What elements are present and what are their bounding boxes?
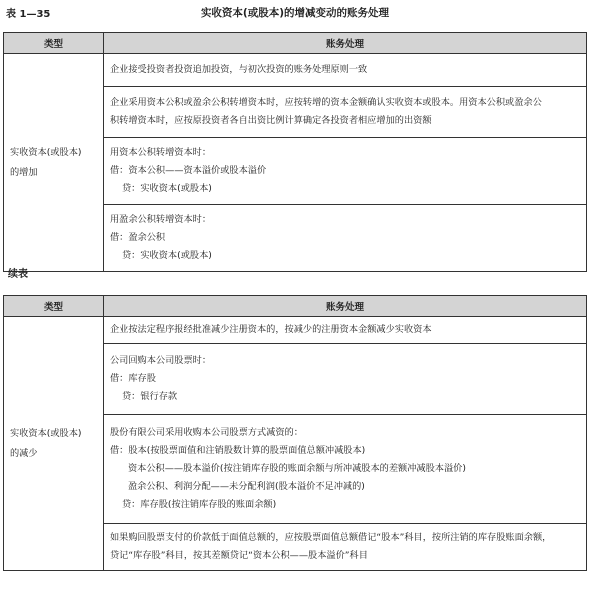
accounting-cell [104, 415, 587, 524]
accounting-cell [104, 524, 587, 571]
type-label-line: 实收资本(或股本) [10, 427, 82, 439]
text-line: 企业采用资本公积或盈余公积转增资本时，应按转增的资本金额确认实收资本或股本。用资本公积或盈余公 [110, 97, 542, 108]
table-row [4, 54, 587, 87]
table-increase [3, 32, 587, 272]
text-line: 借：股本(按股票面值和注销股数计算的股票面值总额冲减股本) [110, 445, 366, 456]
text-line: 借：盈余公积 [110, 232, 166, 243]
type-label-line: 的减少 [10, 447, 38, 459]
text-line: 股份有限公司采用收购本公司股票方式减资的： [110, 427, 303, 438]
type-label-line: 实收资本(或股本) [10, 146, 82, 158]
text-line: 资本公积——股本溢价(按注销库存股的账面余额与所冲减股本的差额冲减股本溢价) [128, 463, 466, 474]
text-line: 积转增资本时，应按原投资者各自出资比例计算确定各投资者相应增加的出资额 [110, 115, 432, 126]
text-line: 公司回购本公司股票时： [110, 355, 212, 366]
accounting-cell [104, 205, 587, 272]
text-line: 贷：银行存款 [122, 391, 178, 402]
text-line: 盈余公积、利润分配——未分配利润(股本溢价不足冲减的) [128, 481, 365, 492]
table-decrease [3, 295, 587, 571]
text-line: 借：库存股 [110, 373, 156, 384]
text-line: 贷：实收资本(或股本) [122, 183, 212, 194]
table-caption [6, 5, 584, 21]
table-header-row [4, 296, 587, 317]
text-line: 用资本公积转增资本时： [110, 147, 212, 158]
type-cell [4, 317, 104, 571]
text-line: 如果购回股票支付的价款低于面值总额的，应按股票面值总额借记“股本”科目，按所注销的库存股账面余额， [110, 532, 552, 543]
table-row [4, 317, 587, 344]
header-type: 类型 [4, 33, 104, 54]
text-line: 贷记“库存股”科目，按其差额贷记“资本公积——股本溢价”科目 [110, 550, 368, 561]
text-line: 贷：实收资本(或股本) [122, 250, 212, 261]
table-number: 表 1—35 [6, 9, 51, 20]
continued-label: 续表 [8, 269, 28, 280]
table-header-row [4, 33, 587, 54]
text-line: 用盈余公积转增资本时： [110, 214, 212, 225]
text-line: 企业按法定程序报经批准减少注册资本的，按减少的注册资本金额减少实收资本 [110, 324, 432, 335]
text-line: 企业接受投资者投资追加投资，与初次投资的账务处理原则一致 [110, 64, 368, 75]
type-cell [4, 54, 104, 272]
text-line: 贷：库存股(按注销库存股的账面余额) [122, 499, 277, 510]
accounting-cell [104, 344, 587, 415]
text-line: 借：资本公积——资本溢价或股本溢价 [110, 165, 267, 176]
accounting-cell [104, 87, 587, 138]
header-accounting: 账务处理 [104, 296, 587, 317]
table-title: 实收资本(或股本)的增减变动的账务处理 [200, 7, 390, 19]
accounting-cell [104, 317, 587, 344]
accounting-cell [104, 138, 587, 205]
accounting-cell [104, 54, 587, 87]
header-accounting: 账务处理 [104, 33, 587, 54]
type-label-line: 的增加 [10, 166, 38, 178]
header-type: 类型 [4, 296, 104, 317]
